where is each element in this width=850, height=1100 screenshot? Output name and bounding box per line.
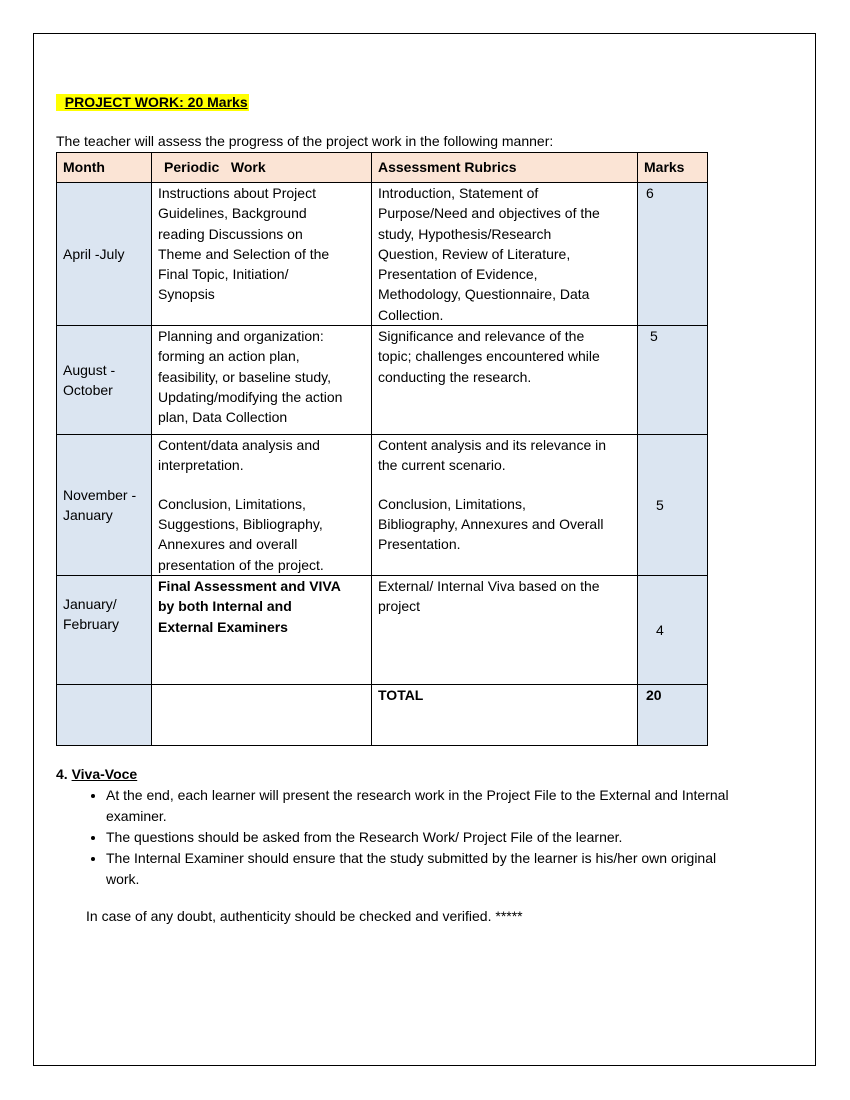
section-number: 4. bbox=[56, 766, 68, 782]
table-row bbox=[57, 576, 708, 685]
work-cell bbox=[152, 685, 372, 746]
viva-heading bbox=[56, 764, 796, 785]
month-cell: January/ February bbox=[57, 576, 152, 685]
total-value: 20 bbox=[638, 685, 708, 746]
table-row bbox=[57, 326, 708, 435]
viva-section bbox=[56, 764, 796, 890]
rubric-cell: Content analysis and its relevance in the current scenario. Conclusion, Limitations, Bibliography, Annexures and Overall Presentation. bbox=[372, 435, 638, 576]
month-cell: April -July bbox=[57, 183, 152, 326]
assessment-table bbox=[56, 152, 708, 746]
header-marks: Marks bbox=[638, 153, 708, 183]
total-row bbox=[57, 685, 708, 746]
rubric-cell: External/ Internal Viva based on the project bbox=[372, 576, 638, 685]
header-periodic-work: Periodic Work bbox=[152, 153, 372, 183]
month-cell: November - January bbox=[57, 435, 152, 576]
list-item: • At the end, each learner will present the research work in the Project File to the External and Internal examiner. bbox=[106, 785, 796, 827]
total-label: TOTAL bbox=[372, 685, 638, 746]
marks-cell: 5 bbox=[638, 435, 708, 576]
section-heading: PROJECT WORK: 20 Marks bbox=[56, 94, 249, 111]
viva-title: Viva-Voce bbox=[71, 766, 138, 782]
list-item: • The Internal Examiner should ensure that the study submitted by the learner is his/her own original work. bbox=[106, 848, 796, 890]
marks-cell: 5 bbox=[638, 326, 708, 435]
rubric-cell: Significance and relevance of the topic; challenges encountered while conducting the research. bbox=[372, 326, 638, 435]
closing-note: In case of any doubt, authenticity should be checked and verified. ***** bbox=[86, 908, 523, 924]
marks-cell: 6 bbox=[638, 183, 708, 326]
intro-text: The teacher will assess the progress of the project work in the following manner: bbox=[56, 133, 554, 149]
month-cell: August - October bbox=[57, 326, 152, 435]
work-cell: Final Assessment and VIVA by both Internal and External Examiners bbox=[152, 576, 372, 685]
list-item: • The questions should be asked from the Research Work/ Project File of the learner. bbox=[106, 827, 796, 848]
work-cell: Planning and organization: forming an action plan, feasibility, or baseline study, Updating/modifying the action plan, Data Collection bbox=[152, 326, 372, 435]
work-cell: Content/data analysis and interpretation. Conclusion, Limitations, Suggestions, Bibliography, Annexures and overall presentation of the project. bbox=[152, 435, 372, 576]
header-assessment-rubrics: Assessment Rubrics bbox=[372, 153, 638, 183]
header-month: Month bbox=[57, 153, 152, 183]
work-cell: Instructions about Project Guidelines, Background reading Discussions on Theme and Selection of the Final Topic, Initiation/ Synopsis bbox=[152, 183, 372, 326]
viva-bullet-list bbox=[56, 785, 796, 890]
table-header-row bbox=[57, 153, 708, 183]
month-cell bbox=[57, 685, 152, 746]
rubric-cell: Introduction, Statement of Purpose/Need and objectives of the study, Hypothesis/Research Question, Review of Literature, Presentation of Evidence, Methodology, Questionnaire, Data Collection. bbox=[372, 183, 638, 326]
table-row bbox=[57, 183, 708, 326]
marks-cell: 4 bbox=[638, 576, 708, 685]
table-row bbox=[57, 435, 708, 576]
